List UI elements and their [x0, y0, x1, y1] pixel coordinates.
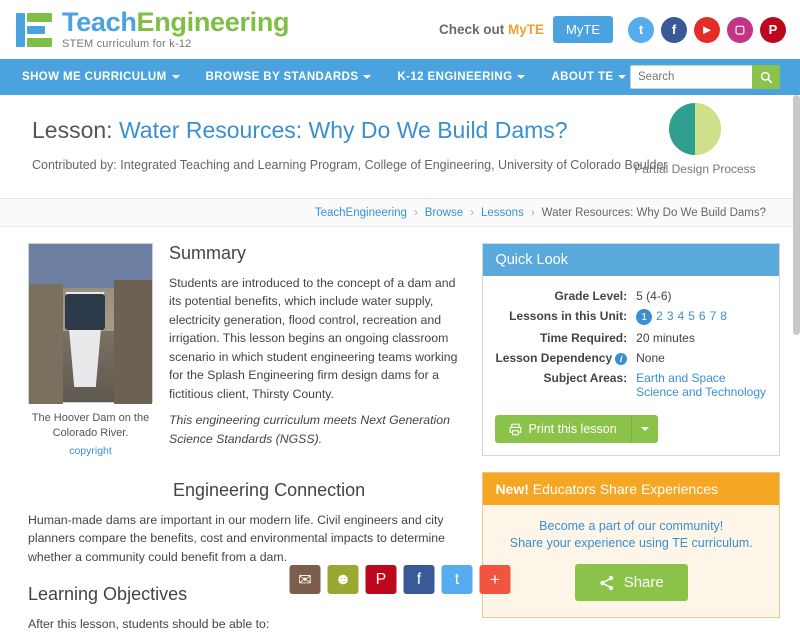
- breadcrumb-item-teachengineering[interactable]: TeachEngineering: [314, 206, 407, 219]
- floating-share-bar: [290, 565, 511, 594]
- quick-look-panel: [482, 243, 780, 456]
- table-row: [495, 348, 767, 368]
- logo-title: [62, 9, 289, 36]
- contacts-share-icon[interactable]: ☻: [328, 565, 359, 594]
- nav-item-browse-by-standards[interactable]: [206, 71, 372, 83]
- lessons-in-unit-label: Lessons in this Unit:: [509, 309, 628, 323]
- site-header: [0, 0, 800, 59]
- subject-areas-value: [636, 368, 767, 402]
- page-title-prefix: Lesson:: [32, 117, 113, 143]
- chevron-down-icon: [641, 427, 649, 431]
- summary-text-block: [169, 243, 464, 458]
- educators-share-panel: [482, 472, 780, 618]
- breadcrumb-item-current: Water Resources: Why Do We Build Dams?: [541, 206, 766, 219]
- email-share-icon[interactable]: ✉: [290, 565, 321, 594]
- nav-item-show-me-curriculum[interactable]: [22, 71, 180, 83]
- chevron-down-icon: [363, 75, 371, 79]
- table-row: [495, 328, 767, 348]
- subject-area-earth-and-space[interactable]: Earth and Space: [636, 371, 726, 385]
- lesson-dependency-label: [495, 348, 636, 368]
- grade-level-label: Grade Level:: [554, 289, 628, 303]
- time-required-value: 20 minutes: [636, 331, 695, 345]
- logo-subtitle: STEM curriculum for k-12: [62, 38, 192, 50]
- nav-label-about-te: ABOUT TE: [551, 71, 614, 83]
- educators-line-2: Share your experience using TE curriculum.: [509, 536, 753, 550]
- unit-lesson-3[interactable]: 3: [666, 309, 674, 323]
- hoover-dam-photo: [28, 243, 153, 403]
- table-row: [495, 306, 767, 328]
- search-button[interactable]: [752, 65, 780, 89]
- share-icon: [599, 575, 615, 591]
- engineering-connection-heading: Engineering Connection: [173, 479, 366, 500]
- summary-row: [28, 243, 464, 458]
- contributed-by: Contributed by: Integrated Teaching and Learning Program, College of Engineering, University of Colorado Boulder: [32, 158, 668, 172]
- breadcrumb-item-lessons[interactable]: Lessons: [480, 206, 524, 219]
- breadcrumb-separator: ›: [530, 206, 535, 219]
- lesson-dependency-text: Lesson Dependency: [495, 351, 613, 365]
- educators-share-body: [483, 505, 779, 617]
- unit-lesson-7[interactable]: 7: [709, 309, 717, 323]
- breadcrumb-separator: ›: [413, 206, 418, 219]
- checkout-prefix: Check out: [439, 22, 505, 37]
- new-badge: New!: [495, 481, 529, 497]
- sidebar-column: [482, 243, 780, 642]
- printer-icon: [509, 423, 522, 436]
- teachengineering-logo-icon: [14, 10, 54, 50]
- logo-title-engineering: Engineering: [136, 7, 290, 37]
- engineering-connection-block: [28, 458, 464, 634]
- time-required-label: Time Required:: [540, 331, 628, 345]
- header-right: [439, 0, 786, 59]
- figure-caption-text: The Hoover Dam on the Colorado River.: [31, 412, 150, 439]
- educators-line-1: Become a part of our community!: [539, 519, 724, 533]
- nav-label-browse-by-standards: BROWSE BY STANDARDS: [205, 71, 359, 83]
- subject-areas-label: Subject Areas:: [543, 371, 628, 385]
- pinterest-share-icon[interactable]: P: [366, 565, 397, 594]
- unit-lesson-1[interactable]: 1: [636, 309, 652, 325]
- breadcrumb: [0, 199, 800, 227]
- nav-item-k12-engineering[interactable]: [397, 71, 525, 83]
- subject-area-science-and-technology[interactable]: Science and Technology: [636, 385, 767, 399]
- share-button-label: Share: [623, 574, 664, 591]
- checkout-myte-text: [439, 22, 544, 37]
- engineering-connection-paragraph: Human-made dams are important in our modern life. Civil engineers and city planners compare the benefits, cost and environmental impacts to determine whether a community could benefit from a dam.: [28, 512, 445, 564]
- lesson-title-band: [0, 95, 800, 199]
- site-logo[interactable]: [14, 9, 289, 50]
- more-share-icon[interactable]: +: [480, 565, 511, 594]
- twitter-icon[interactable]: t: [628, 17, 654, 43]
- nav-label-k12-engineering: K-12 ENGINEERING: [397, 71, 513, 83]
- facebook-icon[interactable]: f: [661, 17, 687, 43]
- quick-look-table: [495, 286, 767, 402]
- design-process-label: Partial Design Process: [634, 162, 756, 176]
- logo-title-teach: Teach: [62, 7, 137, 37]
- search-input[interactable]: [630, 65, 752, 89]
- figure-copyright-link[interactable]: copyright: [69, 444, 112, 457]
- print-lesson-label: Print this lesson: [528, 422, 617, 436]
- quick-look-body: [483, 276, 779, 455]
- print-options-dropdown[interactable]: [631, 415, 658, 443]
- instagram-icon[interactable]: ▢: [727, 17, 753, 43]
- summary-ngss-note: This engineering curriculum meets Next Generation Science Standards (NGSS).: [169, 413, 450, 446]
- print-button-group: [495, 415, 767, 443]
- chevron-down-icon: [517, 75, 525, 79]
- facebook-share-icon[interactable]: f: [404, 565, 435, 594]
- search-icon: [760, 71, 773, 84]
- educators-share-header: [483, 473, 779, 505]
- figure-caption: [28, 411, 153, 458]
- twitter-share-icon[interactable]: t: [442, 565, 473, 594]
- info-icon[interactable]: i: [615, 353, 627, 365]
- lessons-in-unit-value: [636, 306, 767, 328]
- social-links: [628, 17, 786, 43]
- learning-objectives-heading: Learning Objectives: [28, 584, 188, 605]
- nav-item-about-te[interactable]: [551, 71, 626, 83]
- pinterest-icon[interactable]: P: [760, 17, 786, 43]
- summary-paragraph: Students are introduced to the concept of a dam and its potential benefits, which include water supply, electricity generation, flood control, recreation and irrigation. This lesson begins an ongoing classroom scenario in which student engineering teams working for the Splash Engineering firm design dams for a fictitious client, Thirsty County.: [169, 276, 458, 401]
- table-row: [495, 368, 767, 402]
- myte-button[interactable]: MyTE: [553, 16, 613, 43]
- unit-lesson-6[interactable]: 6: [698, 309, 706, 323]
- print-lesson-button[interactable]: [495, 415, 630, 443]
- youtube-icon[interactable]: ►: [694, 17, 720, 43]
- partial-design-process-icon: [669, 103, 721, 155]
- main-navigation: [0, 59, 800, 95]
- search-area: [630, 65, 780, 89]
- chevron-down-icon: [172, 75, 180, 79]
- unit-lesson-2[interactable]: 2: [656, 309, 663, 323]
- unit-lesson-8[interactable]: 8: [720, 309, 727, 323]
- page-scrollbar[interactable]: [793, 95, 800, 335]
- page-title-name: Water Resources: Why Do We Build Dams?: [118, 117, 568, 143]
- quick-look-header: Quick Look: [483, 244, 779, 276]
- unit-lesson-5[interactable]: 5: [688, 309, 695, 323]
- nav-label-show-me-curriculum: SHOW ME CURRICULUM: [22, 71, 167, 83]
- grade-level-value: 5 (4-6): [636, 289, 672, 303]
- educators-share-title: Educators Share Experiences: [532, 481, 718, 497]
- summary-heading: Summary: [169, 243, 247, 263]
- share-button[interactable]: [575, 564, 688, 601]
- unit-lesson-4[interactable]: 4: [677, 309, 685, 323]
- lesson-dependency-value: None: [636, 351, 665, 365]
- checkout-brand: MyTE: [508, 22, 545, 37]
- design-process-badge: [630, 103, 760, 177]
- chevron-down-icon: [618, 75, 626, 79]
- table-row: [495, 286, 767, 306]
- breadcrumb-item-browse[interactable]: Browse: [424, 206, 464, 219]
- learning-objectives-intro: After this lesson, students should be able to:: [28, 617, 270, 632]
- lesson-figure: [28, 243, 153, 458]
- breadcrumb-separator: ›: [470, 206, 474, 219]
